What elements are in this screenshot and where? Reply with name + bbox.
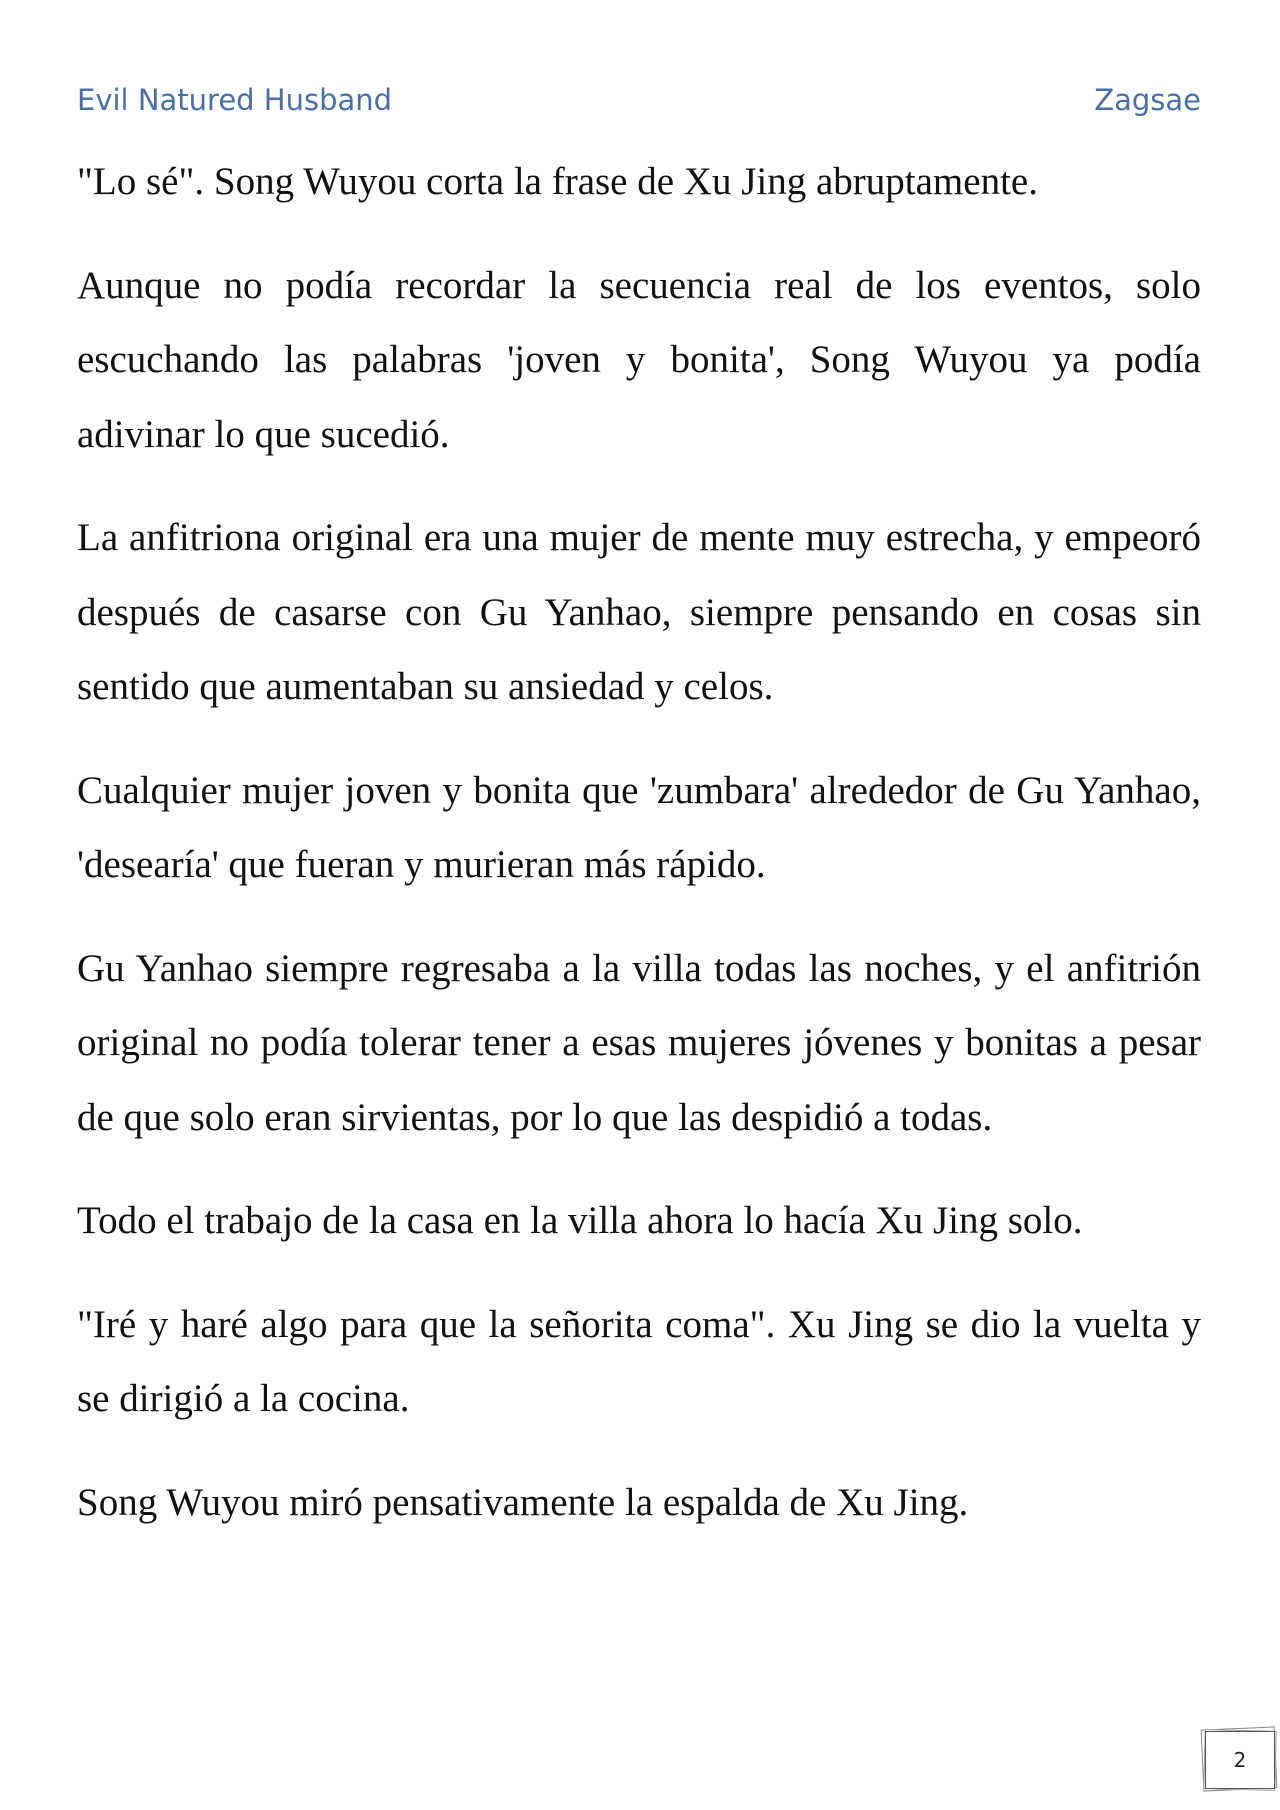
body-text	[77, 145, 1201, 1569]
page-number: 2	[1205, 1731, 1275, 1789]
paragraph: Todo el trabajo de la casa en la villa ahora lo hacía Xu Jing solo.	[77, 1199, 1083, 1242]
paragraph: "Lo sé". Song Wuyou corta la frase de Xu Jing abruptamente.	[77, 160, 1038, 203]
page-header	[77, 78, 1201, 122]
paragraph: Gu Yanhao siempre regresaba a la villa todas las noches, y el anfitrión original no podía tolerar tener a esas mujeres jóvenes y bonitas a pesar de que solo eran sirvientas, por lo que las despidió a todas.	[77, 946, 1201, 1139]
paragraph: Song Wuyou miró pensativamente la espalda de Xu Jing.	[77, 1480, 969, 1524]
paragraph: La anfitriona original era una mujer de mente muy estrecha, y empeoró después de casarse con Gu Yanhao, siempre pensando en cosas sin sentido que aumentaban su ansiedad y celos.	[77, 516, 1201, 708]
header-book-title: Evil Natured Husband	[77, 83, 393, 117]
header-author: Zagsae	[1094, 83, 1201, 117]
paragraph: "Iré y haré algo para que la señorita coma". Xu Jing se dio la vuelta y se dirigió a la cocina.	[77, 1302, 1201, 1420]
paragraph: Aunque no podía recordar la secuencia real de los eventos, solo escuchando las palabras 'joven y bonita', Song Wuyou ya podía adivinar lo que sucedió.	[77, 263, 1201, 456]
page-number-box	[1202, 1728, 1278, 1792]
paragraph: Cualquier mujer joven y bonita que 'zumbara' alrededor de Gu Yanhao, 'desearía' que fueran y murieran más rápido.	[77, 768, 1201, 886]
